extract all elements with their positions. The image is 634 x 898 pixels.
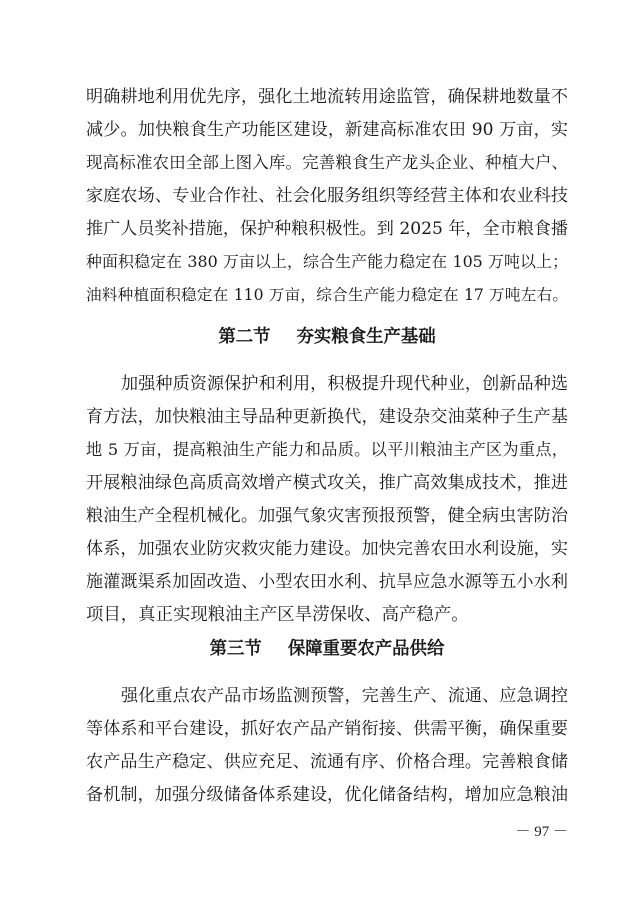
body-text-line: 明确耕地利用优先序，强化土地流转用途监管，确保耕地数量不: [86, 87, 568, 107]
body-text-line: 油料种植面积稳定在 110 万亩，综合生产能力稳定在 17 万吨左右。: [86, 286, 568, 304]
body-text-line: 体系，加强农业防灾救灾能力建设。加快完善农田水利设施，实: [86, 539, 568, 559]
body-text-line: 强化重点农产品市场监测预警，完善生产、流通、应急调控: [121, 686, 568, 706]
section-title: 保障重要农产品供给: [287, 639, 445, 659]
body-text-line: 项目，真正实现粮油主产区旱涝保收、高产稳产。: [86, 605, 469, 625]
section-number: 第三节: [209, 639, 262, 659]
section-heading: [86, 634, 568, 664]
body-text-line: 现高标准农田全部上图入库。完善粮食生产龙头企业、种植大户、: [86, 153, 568, 172]
body-text-line: 育方法，加快粮油主导品种更新换代，建设杂交油菜种子生产基: [86, 407, 568, 427]
body-text-line: 粮油生产全程机械化。加强气象灾害预报预警，健全病虫害防治: [86, 506, 568, 526]
body-text-line: 家庭农场、专业合作社、社会化服务组织等经营主体和农业科技: [86, 186, 568, 206]
section-number: 第二节: [218, 327, 271, 347]
section-title: 夯实粮食生产基础: [296, 327, 436, 347]
page-number: － 97 －: [515, 824, 568, 840]
body-text-line: 加强种质资源保护和利用，积极提升现代种业，创新品种选: [121, 374, 568, 394]
body-text-line: 农产品生产稳定、供应充足、流通有序、价格合理。完善粮食储: [86, 752, 568, 772]
body-text-line: 减少。加快粮食生产功能区建设，新建高标准农田 90 万亩，实: [86, 120, 568, 140]
body-text-line: 开展粮油绿色高质高效增产模式攻关，推广高效集成技术，推进: [86, 473, 568, 493]
body-text-line: 备机制，加强分级储备体系建设，优化储备结构，增加应急粮油: [86, 785, 568, 805]
body-text-line: 地 5 万亩，提高粮油生产能力和品质。以平川粮油主产区为重点，: [86, 440, 568, 459]
section-heading: [86, 322, 568, 352]
body-text-line: 等体系和平台建设，抓好农产品产销衔接、供需平衡，确保重要: [86, 719, 568, 739]
body-text-line: 种面积稳定在 380 万亩以上，综合生产能力稳定在 105 万吨以上；: [86, 252, 568, 271]
body-text-line: 推广人员奖补措施，保护种粮积极性。到 2025 年，全市粮食播: [86, 219, 568, 239]
body-text-line: 施灌溉渠系加固改造、小型农田水利、抗旱应急水源等五小水利: [86, 572, 568, 592]
